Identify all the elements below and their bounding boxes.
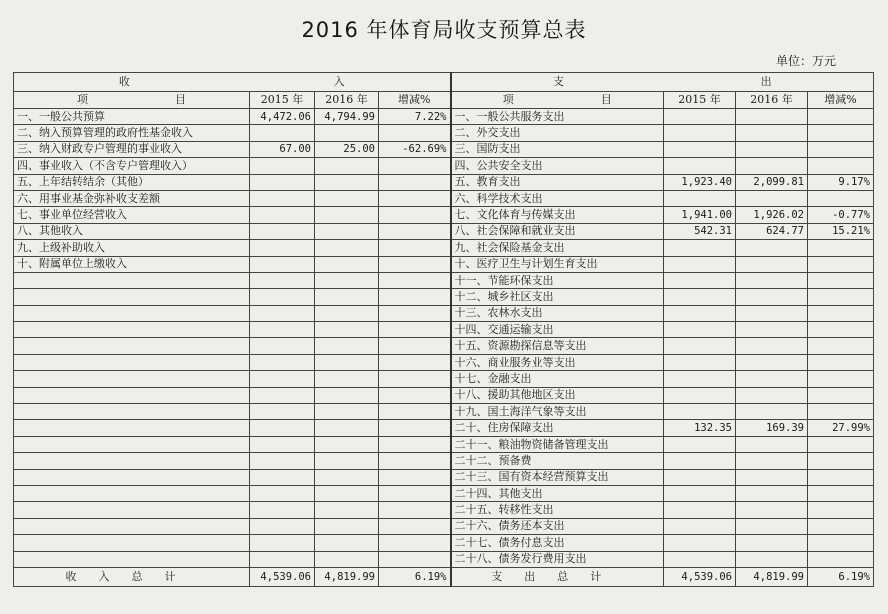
expense-2015-cell xyxy=(664,125,736,141)
expense-group-char-2: 出 xyxy=(760,75,772,88)
expense-2015-cell xyxy=(664,485,736,501)
table-row xyxy=(14,535,874,551)
income-2016-cell xyxy=(315,436,379,452)
expense-2015-cell xyxy=(664,502,736,518)
expense-2015-cell: 132.35 xyxy=(664,420,736,436)
table-row xyxy=(14,141,874,157)
income-item-cell: 一、一般公共预算 xyxy=(14,109,250,125)
income-change-cell xyxy=(379,420,451,436)
income-2016-cell xyxy=(315,223,379,239)
income-item-cell xyxy=(14,354,250,370)
income-change-cell xyxy=(379,404,451,420)
expense-2016-cell xyxy=(736,125,808,141)
income-2015-cell xyxy=(250,551,315,567)
expense-change-cell xyxy=(808,371,874,387)
expense-2016-header: 2016 年 xyxy=(736,92,808,109)
income-item-cell: 四、事业收入（不含专户管理收入） xyxy=(14,158,250,174)
income-2016-cell xyxy=(315,535,379,551)
expense-change-cell xyxy=(808,469,874,485)
table-row xyxy=(14,272,874,288)
expense-2016-cell: 2,099.81 xyxy=(736,174,808,190)
expense-change-cell xyxy=(808,387,874,403)
income-item-cell xyxy=(14,469,250,485)
income-2016-cell xyxy=(315,387,379,403)
expense-2015-cell xyxy=(664,535,736,551)
income-2015-cell xyxy=(250,240,315,256)
expense-item-cell: 二十五、转移性支出 xyxy=(451,502,664,518)
expense-change-cell xyxy=(808,322,874,338)
expense-2016-cell xyxy=(736,305,808,321)
income-2016-cell xyxy=(315,322,379,338)
income-item-cell xyxy=(14,551,250,567)
income-2016-cell: 25.00 xyxy=(315,141,379,157)
income-item-cell: 三、纳入财政专户管理的事业收入 xyxy=(14,141,250,157)
expense-2015-cell xyxy=(664,469,736,485)
expense-2015-cell xyxy=(664,322,736,338)
expense-2016-cell xyxy=(736,436,808,452)
expense-2015-cell xyxy=(664,109,736,125)
income-item-cell xyxy=(14,404,250,420)
income-2016-cell xyxy=(315,485,379,501)
income-group-char-2: 入 xyxy=(333,75,345,88)
income-change-cell xyxy=(379,305,451,321)
expense-change-cell xyxy=(808,256,874,272)
income-2016-cell xyxy=(315,305,379,321)
income-2015-cell xyxy=(250,436,315,452)
income-2015-cell xyxy=(250,485,315,501)
income-item-cell xyxy=(14,420,250,436)
expense-2015-cell xyxy=(664,551,736,567)
expense-2016-cell xyxy=(736,535,808,551)
income-change-cell xyxy=(379,371,451,387)
income-change-cell xyxy=(379,158,451,174)
income-2015-cell xyxy=(250,387,315,403)
table-row xyxy=(14,551,874,567)
table-row xyxy=(14,404,874,420)
expense-item-cell: 九、社会保险基金支出 xyxy=(451,240,664,256)
expense-change-cell: 9.17% xyxy=(808,174,874,190)
expense-2015-cell xyxy=(664,272,736,288)
expense-2016-cell xyxy=(736,551,808,567)
income-change-cell xyxy=(379,223,451,239)
income-item-cell xyxy=(14,322,250,338)
expense-group-char-1: 支 xyxy=(552,75,564,88)
income-2016-cell xyxy=(315,469,379,485)
income-2015-cell xyxy=(250,354,315,370)
expense-item-cell: 二、外交支出 xyxy=(451,125,664,141)
expense-change-cell xyxy=(808,109,874,125)
table-row xyxy=(14,371,874,387)
income-item-cell: 九、上级补助收入 xyxy=(14,240,250,256)
income-change-cell xyxy=(379,436,451,452)
income-2015-cell xyxy=(250,272,315,288)
table-row xyxy=(14,387,874,403)
table-row xyxy=(14,207,874,223)
income-item-cell xyxy=(14,305,250,321)
table-row xyxy=(14,485,874,501)
expense-2016-cell xyxy=(736,371,808,387)
income-item-cell xyxy=(14,289,250,305)
table-row xyxy=(14,190,874,206)
income-2015-cell xyxy=(250,190,315,206)
income-2016-cell xyxy=(315,338,379,354)
expense-2016-cell xyxy=(736,387,808,403)
table-row xyxy=(14,305,874,321)
expense-item-cell: 二十四、其他支出 xyxy=(451,485,664,501)
income-item-total: 收入总计 xyxy=(14,567,250,586)
expense-item-cell: 十一、节能环保支出 xyxy=(451,272,664,288)
income-2016-cell xyxy=(315,518,379,534)
expense-2015-cell xyxy=(664,240,736,256)
expense-2016-cell xyxy=(736,256,808,272)
expense-item-cell: 二十三、国有资本经营预算支出 xyxy=(451,469,664,485)
expense-item-cell: 二十、住房保障支出 xyxy=(451,420,664,436)
table-row xyxy=(14,240,874,256)
expense-2016-cell xyxy=(736,469,808,485)
expense-change-cell xyxy=(808,289,874,305)
expense-2015-cell xyxy=(664,518,736,534)
item-char-1: 项 xyxy=(77,93,88,106)
income-change-cell xyxy=(379,207,451,223)
income-2016-cell xyxy=(315,289,379,305)
expense-2015-cell: 1,923.40 xyxy=(664,174,736,190)
income-2016-header: 2016 年 xyxy=(315,92,379,109)
income-change-cell xyxy=(379,518,451,534)
income-2015-cell xyxy=(250,207,315,223)
expense-2015-cell xyxy=(664,158,736,174)
expense-change-cell xyxy=(808,158,874,174)
expense-item-cell: 二十六、债务还本支出 xyxy=(451,518,664,534)
income-change-cell xyxy=(379,174,451,190)
expense-2015-cell: 542.31 xyxy=(664,223,736,239)
expense-2016-cell xyxy=(736,322,808,338)
income-2016-cell xyxy=(315,240,379,256)
income-change-cell xyxy=(379,354,451,370)
item-char-2: 目 xyxy=(175,93,186,106)
budget-table xyxy=(13,72,874,587)
expense-item-cell: 四、公共安全支出 xyxy=(451,158,664,174)
expense-2015-cell xyxy=(664,141,736,157)
expense-2016-cell xyxy=(736,158,808,174)
expense-item-cell: 十八、援助其他地区支出 xyxy=(451,387,664,403)
expense-change-cell xyxy=(808,404,874,420)
income-2016-total: 4,819.99 xyxy=(315,567,379,586)
expense-change-cell xyxy=(808,240,874,256)
income-2015-cell xyxy=(250,289,315,305)
income-2016-cell xyxy=(315,207,379,223)
table-row xyxy=(14,158,874,174)
income-2015-cell: 4,472.06 xyxy=(250,109,315,125)
income-item-cell: 五、上年结转结余（其他） xyxy=(14,174,250,190)
income-change-cell xyxy=(379,551,451,567)
expense-change-cell xyxy=(808,141,874,157)
expense-2015-cell xyxy=(664,371,736,387)
income-2016-cell xyxy=(315,256,379,272)
income-2016-cell xyxy=(315,420,379,436)
expense-2016-cell xyxy=(736,272,808,288)
expense-item-cell: 十七、金融支出 xyxy=(451,371,664,387)
expense-change-cell xyxy=(808,305,874,321)
expense-item-cell: 二十七、债务付息支出 xyxy=(451,535,664,551)
income-2015-cell xyxy=(250,158,315,174)
income-2016-cell xyxy=(315,174,379,190)
income-2015-header: 2015 年 xyxy=(250,92,315,109)
expense-2015-cell xyxy=(664,289,736,305)
expense-item-cell: 二十一、粮油物资储备管理支出 xyxy=(451,436,664,452)
income-2015-total: 4,539.06 xyxy=(250,567,315,586)
income-2015-cell xyxy=(250,371,315,387)
income-change-cell xyxy=(379,535,451,551)
expense-2016-cell xyxy=(736,109,808,125)
income-item-cell xyxy=(14,485,250,501)
income-2016-cell xyxy=(315,125,379,141)
income-change-cell xyxy=(379,387,451,403)
income-change-cell xyxy=(379,485,451,501)
expense-2015-cell xyxy=(664,256,736,272)
income-item-cell: 十、附属单位上缴收入 xyxy=(14,256,250,272)
expense-2015-cell xyxy=(664,190,736,206)
income-change-cell xyxy=(379,240,451,256)
income-change-cell xyxy=(379,289,451,305)
expense-2015-cell xyxy=(664,338,736,354)
income-2015-cell xyxy=(250,223,315,239)
expense-2016-cell xyxy=(736,404,808,420)
expense-item-cell: 十六、商业服务业等支出 xyxy=(451,354,664,370)
table-row xyxy=(14,174,874,190)
expense-item-cell: 十二、城乡社区支出 xyxy=(451,289,664,305)
income-2015-cell xyxy=(250,305,315,321)
income-group-char-1: 收 xyxy=(118,75,130,88)
income-2016-cell: 4,794.99 xyxy=(315,109,379,125)
expense-item-cell: 六、科学技术支出 xyxy=(451,190,664,206)
income-2016-cell xyxy=(315,551,379,567)
income-2016-cell xyxy=(315,272,379,288)
expense-item-cell: 八、社会保障和就业支出 xyxy=(451,223,664,239)
income-2015-cell xyxy=(250,322,315,338)
table-row xyxy=(14,518,874,534)
expense-change-cell xyxy=(808,436,874,452)
expense-2015-header: 2015 年 xyxy=(664,92,736,109)
table-row xyxy=(14,109,874,125)
expense-change-cell xyxy=(808,453,874,469)
income-item-cell: 七、事业单位经营收入 xyxy=(14,207,250,223)
expense-2015-cell xyxy=(664,436,736,452)
expense-change-cell xyxy=(808,190,874,206)
income-change-header: 增减% xyxy=(379,92,451,109)
total-row xyxy=(14,567,874,586)
expense-2015-cell xyxy=(664,354,736,370)
expense-item-cell: 十三、农林水支出 xyxy=(451,305,664,321)
expense-item-cell: 十、医疗卫生与计划生育支出 xyxy=(451,256,664,272)
expense-2016-cell xyxy=(736,141,808,157)
table-row xyxy=(14,469,874,485)
unit-label: 单位：万元 xyxy=(775,54,836,68)
expense-2016-cell: 624.77 xyxy=(736,223,808,239)
income-2015-cell xyxy=(250,125,315,141)
expense-2015-cell xyxy=(664,404,736,420)
group-header-row xyxy=(14,73,874,92)
income-change-cell xyxy=(379,453,451,469)
expense-change-cell xyxy=(808,125,874,141)
expense-change-cell: -0.77% xyxy=(808,207,874,223)
expense-item-cell: 十五、资源勘探信息等支出 xyxy=(451,338,664,354)
income-2016-cell xyxy=(315,453,379,469)
expense-2016-cell xyxy=(736,338,808,354)
expense-item-cell: 十四、交通运输支出 xyxy=(451,322,664,338)
expense-item-cell: 十九、国土海洋气象等支出 xyxy=(451,404,664,420)
column-header-row xyxy=(14,92,874,109)
table-row xyxy=(14,223,874,239)
expense-2016-cell xyxy=(736,518,808,534)
expense-item-cell: 五、教育支出 xyxy=(451,174,664,190)
income-item-cell xyxy=(14,535,250,551)
income-2016-cell xyxy=(315,354,379,370)
table-body xyxy=(14,73,874,587)
table-row xyxy=(14,289,874,305)
income-2015-cell xyxy=(250,404,315,420)
expense-2016-cell xyxy=(736,453,808,469)
expense-change-cell xyxy=(808,272,874,288)
expense-change-cell: 27.99% xyxy=(808,420,874,436)
expense-change-cell xyxy=(808,535,874,551)
income-item-cell xyxy=(14,518,250,534)
income-2015-cell: 67.00 xyxy=(250,141,315,157)
income-2015-cell xyxy=(250,518,315,534)
income-2016-cell xyxy=(315,158,379,174)
income-change-cell xyxy=(379,256,451,272)
income-item-cell xyxy=(14,502,250,518)
table-row xyxy=(14,338,874,354)
income-item-cell: 二、纳入预算管理的政府性基金收入 xyxy=(14,125,250,141)
expense-change-header: 增减% xyxy=(808,92,874,109)
expense-change-cell xyxy=(808,502,874,518)
income-item-cell xyxy=(14,387,250,403)
expense-item-total: 支出总计 xyxy=(451,567,664,586)
expense-2016-cell: 1,926.02 xyxy=(736,207,808,223)
expense-change-cell xyxy=(808,338,874,354)
income-2015-cell xyxy=(250,535,315,551)
income-change-cell xyxy=(379,502,451,518)
item-char-2: 目 xyxy=(600,93,612,106)
table-row xyxy=(14,502,874,518)
expense-item-cell: 二十二、预备费 xyxy=(451,453,664,469)
income-2015-cell xyxy=(250,420,315,436)
income-2016-cell xyxy=(315,371,379,387)
expense-change-total: 6.19% xyxy=(808,567,874,586)
table-row xyxy=(14,354,874,370)
income-item-header xyxy=(14,92,250,109)
income-item-cell: 八、其他收入 xyxy=(14,223,250,239)
income-change-cell xyxy=(379,322,451,338)
income-2015-cell xyxy=(250,174,315,190)
income-change-cell xyxy=(379,125,451,141)
income-item-cell: 六、用事业基金弥补收支差额 xyxy=(14,190,250,206)
income-item-cell xyxy=(14,272,250,288)
expense-2015-cell xyxy=(664,453,736,469)
expense-2016-cell: 169.39 xyxy=(736,420,808,436)
income-2015-cell xyxy=(250,453,315,469)
table-row xyxy=(14,436,874,452)
income-2016-cell xyxy=(315,404,379,420)
expense-2015-cell xyxy=(664,305,736,321)
expense-group-header xyxy=(451,73,874,92)
income-2015-cell xyxy=(250,338,315,354)
income-2016-cell xyxy=(315,502,379,518)
expense-2016-cell xyxy=(736,502,808,518)
expense-2015-cell xyxy=(664,387,736,403)
income-item-cell xyxy=(14,453,250,469)
expense-2016-total: 4,819.99 xyxy=(736,567,808,586)
income-change-cell xyxy=(379,469,451,485)
income-change-cell: 7.22% xyxy=(379,109,451,125)
expense-2016-cell xyxy=(736,289,808,305)
expense-item-cell: 二十八、债务发行费用支出 xyxy=(451,551,664,567)
expense-item-cell: 一、一般公共服务支出 xyxy=(451,109,664,125)
expense-item-cell: 七、文化体育与传媒支出 xyxy=(451,207,664,223)
expense-2016-cell xyxy=(736,354,808,370)
income-2015-cell xyxy=(250,256,315,272)
table-row xyxy=(14,453,874,469)
income-item-cell xyxy=(14,338,250,354)
expense-change-cell xyxy=(808,485,874,501)
expense-2015-total: 4,539.06 xyxy=(664,567,736,586)
item-char-1: 项 xyxy=(502,93,514,106)
expense-2016-cell xyxy=(736,240,808,256)
expense-change-cell xyxy=(808,551,874,567)
income-change-cell xyxy=(379,272,451,288)
table-row xyxy=(14,256,874,272)
page-title: 2016 年体育局收支预算总表 xyxy=(301,18,587,42)
expense-2016-cell xyxy=(736,485,808,501)
table-row xyxy=(14,322,874,338)
expense-item-cell: 三、国防支出 xyxy=(451,141,664,157)
table-row xyxy=(14,125,874,141)
income-2015-cell xyxy=(250,502,315,518)
income-item-cell xyxy=(14,436,250,452)
expense-change-cell xyxy=(808,518,874,534)
expense-item-header xyxy=(451,92,664,109)
expense-2016-cell xyxy=(736,190,808,206)
expense-2015-cell: 1,941.00 xyxy=(664,207,736,223)
income-group-header xyxy=(14,73,451,92)
income-item-cell xyxy=(14,371,250,387)
income-change-cell xyxy=(379,190,451,206)
income-2015-cell xyxy=(250,469,315,485)
income-change-total: 6.19% xyxy=(379,567,451,586)
income-2016-cell xyxy=(315,190,379,206)
table-row xyxy=(14,420,874,436)
income-change-cell xyxy=(379,338,451,354)
income-change-cell: -62.69% xyxy=(379,141,451,157)
expense-change-cell xyxy=(808,354,874,370)
expense-change-cell: 15.21% xyxy=(808,223,874,239)
